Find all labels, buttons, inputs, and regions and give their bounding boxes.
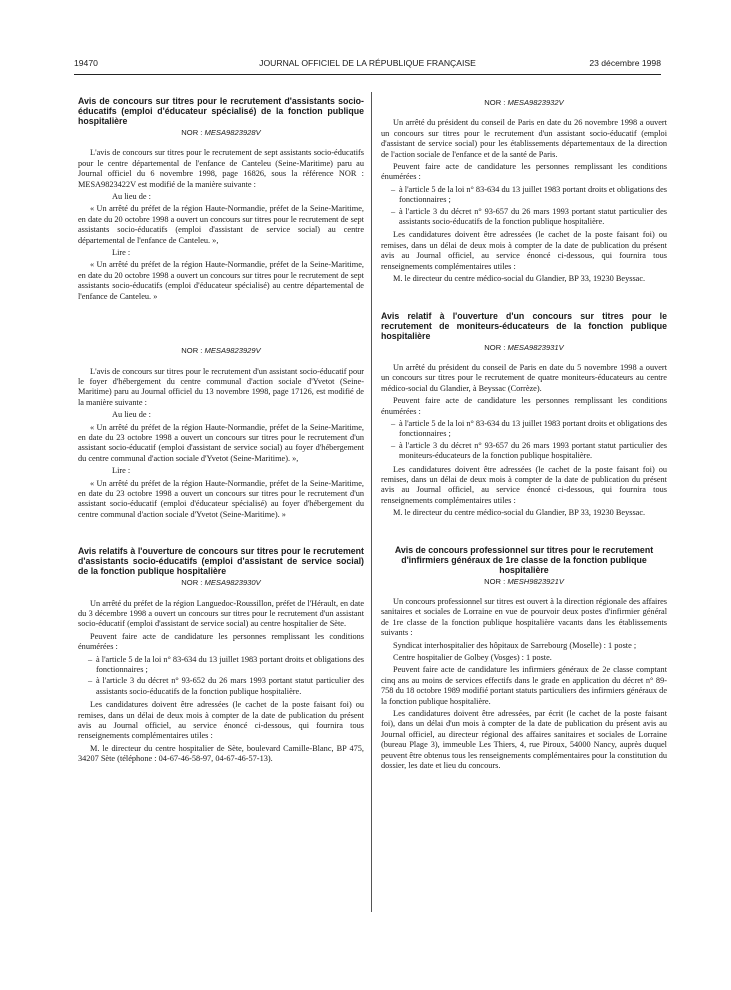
paragraph: M. le directeur du centre médico-social du Glandier, BP 33, 19230 Beyssac. bbox=[393, 508, 646, 518]
paragraph: Les candidatures doivent être adressées (le cachet de la poste faisant foi) ou remises, dans un délai de deux mois à compter de la date de publication du présent avis au Journal officiel, au service énoncé ci-dessous, qui fournira tous renseignements complémentaires utiles : bbox=[381, 464, 667, 505]
paragraph: Peuvent faire acte de candidature les personnes remplissant les conditions énumérées : bbox=[78, 631, 364, 652]
list-item: – à l'article 5 de la loi n° 83-634 du 13 juillet 1983 portant droits et obligations des fonctionnaires ; bbox=[88, 655, 364, 676]
au-lieu-label: Au lieu de : bbox=[112, 410, 151, 420]
conditions-list bbox=[78, 655, 364, 698]
conditions-list bbox=[381, 185, 667, 228]
paragraph: Peuvent faire acte de candidature les personnes remplissant les conditions énumérées : bbox=[381, 396, 667, 416]
left-column bbox=[78, 96, 364, 767]
paragraph: M. le directeur du centre médico-social du Glandier, BP 33, 19230 Beyssac. bbox=[393, 274, 646, 284]
au-lieu-label: Au lieu de : bbox=[112, 192, 151, 202]
list-item: – à l'article 5 de la loi n° 83-634 du 13 juillet 1983 portant droits et obligations des fonctionnaires ; bbox=[391, 185, 667, 206]
conditions-list bbox=[381, 419, 667, 462]
right-column bbox=[381, 96, 667, 774]
nor-code: MESA9823929V bbox=[204, 346, 261, 356]
paragraph: Les candidatures doivent être adressées, par écrit (le cachet de la poste faisant foi), dans un délai d'un mois à compter de la date de publication du présent avis au Journal officiel, au directeur régional des affaires sanitaires et sociales de Lorraine (bureau Plage 3), immeuble Les Thiers, 4, rue Piroux, 54000 Nancy, auprès duquel peuvent être obtenus tous les renseignements complémentaires pour la constitution du dossier, les date et lieu du concours. bbox=[381, 709, 667, 771]
quote: « Un arrêté du préfet de la région Haute-Normandie, préfet de la Seine-Maritime, en date du 23 octobre 1998 a ouvert un concours sur titres pour le recrutement d'un assistant socio-éducatif (emploi d'assistant de service social) au foyer d'hébergement du centre communal d'action sociale d'Yvetot (Seine-Maritime). », bbox=[78, 422, 364, 463]
nor-reference bbox=[78, 578, 364, 588]
paragraph: Peuvent faire acte de candidature les personnes remplissant les conditions énumérées : bbox=[381, 162, 667, 182]
journal-title: JOURNAL OFFICIEL DE LA RÉPUBLIQUE FRANÇAISE bbox=[259, 58, 476, 68]
paragraph: Les candidatures doivent être adressées (le cachet de la poste faisant foi) ou remises, dans un délai de deux mois à compter de la date de publication du présent avis au Journal officiel, au service énoncé ci-dessous, qui fournira tous renseignements complémentaires utiles : bbox=[78, 700, 364, 741]
column-divider bbox=[371, 92, 372, 912]
paragraph: L'avis de concours sur titres pour le recrutement de sept assistants socio-éducatifs pour le centre départemental de l'enfance de Canteleu (Seine-Maritime) paru au Journal officiel du 6 novembre 1998, page 16826, sous la référence NOR : MESA9823422V est modifié de la manière suivante : bbox=[78, 148, 364, 189]
paragraph: Les candidatures doivent être adressées (le cachet de la poste faisant foi) ou remises, dans un délai de deux mois à compter de la date de publication du présent avis au Journal officiel, au service énoncé ci-dessous, qui fournira tous renseignements complémentaires utiles : bbox=[381, 230, 667, 271]
nor-code: MESA9823930V bbox=[204, 578, 261, 588]
nor-reference bbox=[381, 98, 667, 108]
list-item: – à l'article 5 de la loi n° 83-634 du 13 juillet 1983 portant droits et obligations des fonctionnaires ; bbox=[391, 419, 667, 440]
paragraph: Syndicat interhospitalier des hôpitaux de Sarrebourg (Moselle) : 1 poste ; bbox=[393, 640, 637, 650]
notice-assistants-sete bbox=[78, 546, 364, 765]
nor-code: MESA9823931V bbox=[507, 342, 564, 352]
paragraph: L'avis de concours sur titres pour le recrutement d'un assistant socio-éducatif pour le foyer d'hébergement du centre communal d'action sociale d'Yvetot (Seine-Maritime) paru au Journal officiel du 13 novembre 1998, page 17126, est modifié de la manière suivante : bbox=[78, 366, 364, 407]
nor-label: NOR : bbox=[484, 342, 506, 352]
header-rule bbox=[74, 74, 661, 75]
paragraph: Un arrêté du président du conseil de Paris en date du 5 novembre 1998 a ouvert un concours sur titres pour le recrutement de quatre moniteurs-éducateurs au centre médico-social du Glandier, à Beyssac (Corrèze). bbox=[381, 362, 667, 393]
page-header bbox=[74, 58, 661, 72]
nor-label: NOR : bbox=[484, 576, 506, 586]
nor-reference bbox=[78, 346, 364, 356]
paragraph: Un arrêté du préfet de la région Languedoc-Roussillon, préfet de l'Hérault, en date du 3 décembre 1998 a ouvert un concours sur titres pour le recrutement d'un assistant socio-éducatif (emploi d'assistant de service social) au centre hospitalier de Sète. bbox=[78, 598, 364, 629]
notice-title: Avis de concours professionnel sur titres pour le recrutement d'infirmiers généraux de 1re classe de la fonction publique hospitalière bbox=[394, 544, 654, 575]
list-item: – à l'article 3 du décret n° 93-652 du 26 mars 1993 portant statut particulier des assistants socio-éducatifs de la fonction publique hospitalière. bbox=[88, 676, 364, 697]
nor-code: MESA9823928V bbox=[204, 128, 261, 137]
issue-date: 23 décembre 1998 bbox=[589, 58, 661, 68]
notice-assistants-canteleu bbox=[78, 96, 364, 302]
quote: « Un arrêté du préfet de la région Haute-Normandie, préfet de la Seine-Maritime, en date du 20 octobre 1998 a ouvert un concours sur titres pour le recrutement de sept assistants socio-éducatifs (emploi d'éducateur spécialisé) au centre départemental de l'enfance de Canteleu. » bbox=[78, 260, 364, 301]
notice-title: Avis de concours sur titres pour le recrutement d'assistants socio-éducatifs (emploi d'éducateur spécialisé) de la fonction publique hospitalière bbox=[78, 96, 364, 126]
nor-reference bbox=[381, 343, 667, 353]
nor-label: NOR : bbox=[181, 578, 203, 588]
lire-label: Lire : bbox=[112, 466, 131, 476]
notice-title: Avis relatifs à l'ouverture de concours sur titres pour le recrutement d'assistants socio-éducatifs (emploi d'assistant de service social) de la fonction publique hospitalière bbox=[78, 546, 364, 577]
list-item: – à l'article 3 du décret n° 93-657 du 26 mars 1993 portant statut particulier des moniteurs-éducateurs de la fonction publique hospitalière. bbox=[391, 441, 667, 462]
nor-label: NOR : bbox=[181, 346, 203, 356]
paragraph: M. le directeur du centre hospitalier de Sète, boulevard Camille-Blanc, BP 475, 34207 Sète (téléphone : 04-67-46-58-97, 04-67-46-57-13). bbox=[78, 743, 364, 764]
page-number: 19470 bbox=[74, 58, 98, 68]
notice-assistant-yvetot bbox=[78, 346, 364, 520]
nor-label: NOR : bbox=[484, 98, 506, 107]
paragraph: Peuvent faire acte de candidature les infirmiers généraux de 2e classe comptant cinq ans au moins de services effectifs dans le grade en application du décret n° 89-758 du 18 octobre 1989 modifié portant statuts particuliers des infirmiers généraux de la fonction publique hospitalière. bbox=[381, 665, 667, 706]
notice-infirmiers-generaux bbox=[381, 545, 667, 772]
nor-code: MESA9823932V bbox=[507, 98, 564, 107]
quote: « Un arrêté du préfet de la région Haute-Normandie, préfet de la Seine-Maritime, en date du 20 octobre 1998 a ouvert un concours sur titres pour le recrutement de sept assistants socio-éducatifs (emploi d'assistant de service social) au centre départemental de l'enfance de Canteleu. », bbox=[78, 204, 364, 245]
lire-label: Lire : bbox=[112, 248, 131, 258]
paragraph: Centre hospitalier de Golbey (Vosges) : 1 poste. bbox=[393, 653, 552, 663]
nor-reference bbox=[78, 128, 364, 138]
nor-code: MESH9823921V bbox=[507, 576, 564, 586]
quote: « Un arrêté du préfet de la région Haute-Normandie, préfet de la Seine-Maritime, en date du 23 octobre 1998 a ouvert un concours sur titres pour le recrutement d'un assistant socio-éducatif (emploi d'éducateur spécialisé) au foyer d'hébergement du centre communal d'action sociale d'Yvetot (Seine-Maritime). » bbox=[78, 478, 364, 519]
notice-title: Avis relatif à l'ouverture d'un concours sur titres pour le recrutement de moniteurs-éducateurs de la fonction publique hospitalière bbox=[381, 310, 667, 341]
notice-moniteurs-educateurs bbox=[381, 311, 667, 519]
nor-label: NOR : bbox=[181, 128, 203, 137]
notice-assistant-paris bbox=[381, 98, 667, 285]
paragraph: Un arrêté du président du conseil de Paris en date du 26 novembre 1998 a ouvert un concours sur titres pour le recrutement d'un assistant socio-éducatif (emploi d'assistant de service social) pour les établissements départementaux de la direction de l'action sociale de l'enfance et de la santé de Paris. bbox=[381, 118, 667, 159]
paragraph: Un concours professionnel sur titres est ouvert à la direction régionale des affaires sanitaires et sociales de Lorraine en vue de pourvoir deux postes d'infirmier général de 1re classe de la fonction publique hospitalière vacants dans les établissements suivants : bbox=[381, 597, 667, 638]
list-item: – à l'article 3 du décret n° 93-657 du 26 mars 1993 portant statut particulier des assistants socio-éducatifs de la fonction publique hospitalière. bbox=[391, 207, 667, 228]
nor-reference bbox=[381, 577, 667, 587]
